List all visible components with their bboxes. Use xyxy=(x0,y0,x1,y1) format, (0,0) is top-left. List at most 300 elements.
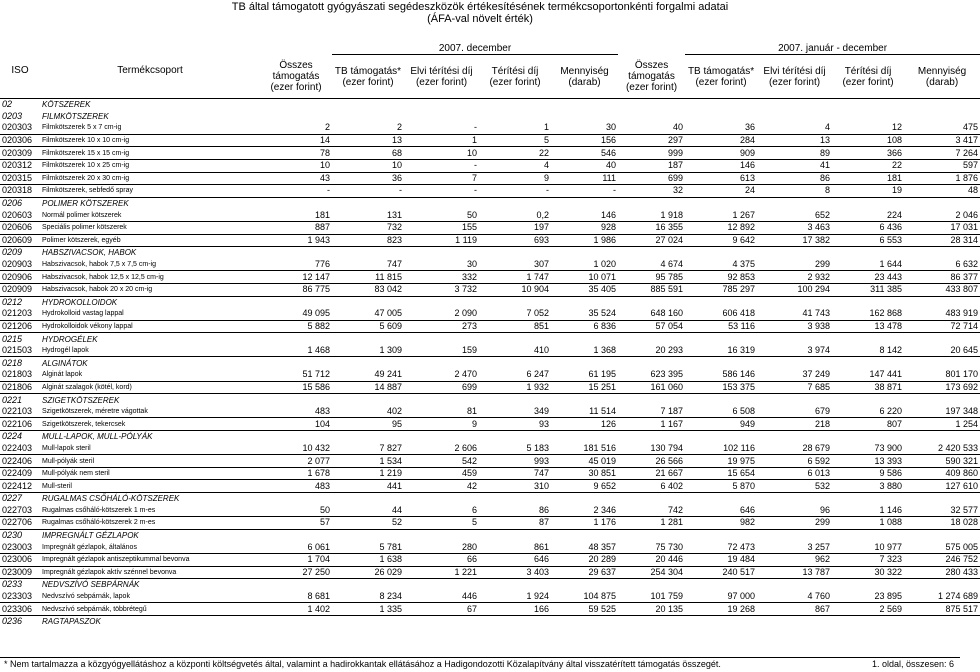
value-cell: 7 827 xyxy=(332,443,404,455)
value-cell: 6 632 xyxy=(904,259,980,271)
value-cell: 785 297 xyxy=(685,283,757,296)
value-cell: 8 142 xyxy=(832,345,904,357)
value-cell: 310 xyxy=(479,480,551,493)
product-name: Filmkötszerek 10 x 10 cm-ig xyxy=(40,134,260,147)
period-december: 2007. december xyxy=(332,43,618,55)
group-name: HYDROKOLLOIDOK xyxy=(42,297,118,307)
value-cell: 648 160 xyxy=(618,308,685,320)
iso-code: 020603 xyxy=(0,209,40,221)
value-cell: 366 xyxy=(832,147,904,160)
iso-code: 0203 xyxy=(2,110,23,121)
value-cell: 885 591 xyxy=(618,283,685,296)
value-cell: 1 368 xyxy=(551,345,618,357)
value-cell: 402 xyxy=(332,406,404,418)
value-cell: 26 029 xyxy=(332,566,404,579)
value-cell: 586 146 xyxy=(685,369,757,381)
value-cell: 50 xyxy=(260,505,332,517)
table-row xyxy=(0,185,980,198)
table-row xyxy=(0,159,980,172)
iso-code: 0212 xyxy=(2,296,23,307)
value-cell: 349 xyxy=(479,406,551,418)
value-cell: 597 xyxy=(904,159,980,172)
value-cell: 2 077 xyxy=(260,455,332,468)
value-cell: 410 xyxy=(479,345,551,357)
value-cell: 126 xyxy=(551,418,618,431)
value-cell: 19 268 xyxy=(685,603,757,616)
value-cell: 49 241 xyxy=(332,369,404,381)
value-cell: 1 678 xyxy=(260,467,332,480)
value-cell: 19 484 xyxy=(685,553,757,566)
iso-code: 020318 xyxy=(0,185,40,198)
value-cell: 159 xyxy=(404,345,479,357)
table-row xyxy=(0,345,980,357)
value-cell: 6 061 xyxy=(260,541,332,553)
iso-code: 020315 xyxy=(0,172,40,185)
value-cell: 623 395 xyxy=(618,369,685,381)
iso-code: 020906 xyxy=(0,271,40,284)
value-cell: 10 071 xyxy=(551,271,618,284)
value-cell: 747 xyxy=(332,259,404,271)
value-cell: 1 xyxy=(404,134,479,147)
group-name: NEDVSZÍVÓ SEBPÁRNÁK xyxy=(42,580,140,590)
report-title: TB által támogatott gyógyászati segédeszközök értékesítésének termékcsoportonkénti forgalmi adatai xyxy=(231,1,729,13)
value-cell: 35 405 xyxy=(551,283,618,296)
value-cell: 1 335 xyxy=(332,603,404,616)
value-cell: 5 xyxy=(404,517,479,530)
table-row xyxy=(0,541,980,553)
value-cell: 9 xyxy=(404,418,479,431)
value-cell: 26 566 xyxy=(618,455,685,468)
value-cell: 52 xyxy=(332,517,404,530)
table-row xyxy=(0,283,980,296)
value-cell: 17 382 xyxy=(757,234,832,247)
value-cell: 1 088 xyxy=(832,517,904,530)
value-cell: 23 895 xyxy=(832,591,904,603)
value-cell: 7 685 xyxy=(757,381,832,394)
iso-code: 021803 xyxy=(0,369,40,381)
value-cell: 1 254 xyxy=(904,418,980,431)
value-cell: 475 xyxy=(904,122,980,134)
value-cell: 1 534 xyxy=(332,455,404,468)
value-cell: 2 470 xyxy=(404,369,479,381)
product-name: Mull-steril xyxy=(40,480,260,493)
value-cell: 3 403 xyxy=(479,566,551,579)
table-row xyxy=(0,147,980,160)
iso-code: 023006 xyxy=(0,553,40,566)
value-cell: 652 xyxy=(757,209,832,221)
table-row xyxy=(0,381,980,394)
value-cell: 108 xyxy=(832,134,904,147)
value-cell: 1 468 xyxy=(260,345,332,357)
page-number: 1. oldal, összesen: 6 xyxy=(871,659,954,669)
value-cell: 30 xyxy=(404,259,479,271)
value-cell: 48 357 xyxy=(551,541,618,553)
value-cell: 311 385 xyxy=(832,283,904,296)
value-cell: 823 xyxy=(332,234,404,247)
value-cell: 16 319 xyxy=(685,345,757,357)
value-cell: 27 250 xyxy=(260,566,332,579)
value-cell: - xyxy=(332,185,404,198)
value-cell: 89 xyxy=(757,147,832,160)
value-cell: 1 402 xyxy=(260,603,332,616)
value-cell: 299 xyxy=(757,517,832,530)
value-cell: 5 183 xyxy=(479,443,551,455)
value-cell: 590 321 xyxy=(904,455,980,468)
value-cell: 3 938 xyxy=(757,320,832,333)
group-row xyxy=(0,431,980,443)
table-row xyxy=(0,467,980,480)
product-name: Mull-lapok steril xyxy=(40,443,260,455)
table-row xyxy=(0,172,980,185)
group-row xyxy=(0,296,980,308)
value-cell: 35 524 xyxy=(551,308,618,320)
value-cell: 48 xyxy=(904,185,980,198)
value-cell: 3 974 xyxy=(757,345,832,357)
value-cell: 693 xyxy=(479,234,551,247)
value-cell: 17 031 xyxy=(904,221,980,234)
value-cell: 8 234 xyxy=(332,591,404,603)
value-cell: 6 592 xyxy=(757,455,832,468)
iso-code: 023009 xyxy=(0,566,40,579)
value-cell: 6 508 xyxy=(685,406,757,418)
footnote: * Nem tartalmazza a közgyógyellátáshoz a központi költségvetés által, valamint a hadirokkantak ellátásához a Hadigondozotti Közalapítvány által visszatérített támogatás összegét. xyxy=(4,659,721,669)
col-header-p1-2: Elvi térítési díj (ezer forint) xyxy=(404,55,479,99)
iso-code: 020303 xyxy=(0,122,40,134)
value-cell: 101 759 xyxy=(618,591,685,603)
value-cell: 982 xyxy=(685,517,757,530)
value-cell: 181 xyxy=(832,172,904,185)
table-row xyxy=(0,234,980,247)
value-cell: 7 264 xyxy=(904,147,980,160)
value-cell: 50 xyxy=(404,209,479,221)
value-cell: 13 xyxy=(757,134,832,147)
value-cell: 8 xyxy=(757,185,832,198)
value-cell: 43 xyxy=(260,172,332,185)
value-cell: 197 xyxy=(479,221,551,234)
value-cell: 299 xyxy=(757,259,832,271)
iso-code: 0236 xyxy=(2,616,23,627)
value-cell: 2 606 xyxy=(404,443,479,455)
value-cell: 606 418 xyxy=(685,308,757,320)
table-row xyxy=(0,320,980,333)
value-cell: 20 289 xyxy=(551,553,618,566)
product-name: Filmkötszerek 15 x 15 cm-ig xyxy=(40,147,260,160)
value-cell: 40 xyxy=(618,122,685,134)
value-cell: 15 251 xyxy=(551,381,618,394)
iso-code: 022103 xyxy=(0,406,40,418)
value-cell: 13 787 xyxy=(757,566,832,579)
value-cell: - xyxy=(404,122,479,134)
value-cell: 483 xyxy=(260,406,332,418)
value-cell: 13 xyxy=(332,134,404,147)
value-cell: 4 760 xyxy=(757,591,832,603)
value-cell: 27 024 xyxy=(618,234,685,247)
value-cell: 173 692 xyxy=(904,381,980,394)
product-name: Nedvszívó sebpárnák, többrétegű xyxy=(40,603,260,616)
value-cell: 742 xyxy=(618,505,685,517)
value-cell: 81 xyxy=(404,406,479,418)
group-name: IMPREGNÁLT GÉZLAPOK xyxy=(42,531,139,541)
value-cell: 1 876 xyxy=(904,172,980,185)
value-cell: 19 975 xyxy=(685,455,757,468)
value-cell: 9 xyxy=(479,172,551,185)
value-cell: 37 249 xyxy=(757,369,832,381)
value-cell: 542 xyxy=(404,455,479,468)
table-row xyxy=(0,517,980,530)
value-cell: 95 785 xyxy=(618,271,685,284)
value-cell: 3 732 xyxy=(404,283,479,296)
value-cell: 86 xyxy=(479,505,551,517)
value-cell: 887 xyxy=(260,221,332,234)
group-row xyxy=(0,529,980,541)
value-cell: 4 xyxy=(757,122,832,134)
product-name: Alginát szalagok (kötél, kord) xyxy=(40,381,260,394)
iso-code: 0233 xyxy=(2,579,23,590)
value-cell: 441 xyxy=(332,480,404,493)
iso-code: 0221 xyxy=(2,394,23,405)
value-cell: 20 645 xyxy=(904,345,980,357)
value-cell: 1 274 689 xyxy=(904,591,980,603)
value-cell: 12 892 xyxy=(685,221,757,234)
value-cell: 86 775 xyxy=(260,283,332,296)
value-cell: 57 054 xyxy=(618,320,685,333)
col-header-p1-3: Térítési díj (ezer forint) xyxy=(479,55,551,99)
iso-code: 0224 xyxy=(2,431,23,442)
table-row xyxy=(0,134,980,147)
sales-table xyxy=(0,43,980,628)
value-cell: 57 xyxy=(260,517,332,530)
value-cell: 273 xyxy=(404,320,479,333)
group-name: MULL-LAPOK, MULL-PÓLYÁK xyxy=(42,432,153,442)
value-cell: 61 195 xyxy=(551,369,618,381)
value-cell: 5 609 xyxy=(332,320,404,333)
iso-code: 020309 xyxy=(0,147,40,160)
value-cell: 72 473 xyxy=(685,541,757,553)
value-cell: 6 247 xyxy=(479,369,551,381)
value-cell: 68 xyxy=(332,147,404,160)
value-cell: 8 681 xyxy=(260,591,332,603)
value-cell: 646 xyxy=(479,553,551,566)
value-cell: 1 119 xyxy=(404,234,479,247)
value-cell: 42 xyxy=(404,480,479,493)
table-row xyxy=(0,455,980,468)
value-cell: 1 176 xyxy=(551,517,618,530)
value-cell: 187 xyxy=(618,159,685,172)
value-cell: 3 463 xyxy=(757,221,832,234)
product-name: Impregnált gézlapok aktív szénnel bevonva xyxy=(40,566,260,579)
value-cell: 13 478 xyxy=(832,320,904,333)
group-name: POLIMER KÖTSZEREK xyxy=(42,199,129,209)
product-name: Mull-pólyák steril xyxy=(40,455,260,468)
value-cell: 111 xyxy=(551,172,618,185)
value-cell: 161 060 xyxy=(618,381,685,394)
iso-code: 022406 xyxy=(0,455,40,468)
value-cell: 147 441 xyxy=(832,369,904,381)
value-cell: 5 781 xyxy=(332,541,404,553)
value-cell: 747 xyxy=(479,467,551,480)
product-name: Rugalmas csőháló-kötszerek 2 m-es xyxy=(40,517,260,530)
value-cell: 45 019 xyxy=(551,455,618,468)
iso-code: 020312 xyxy=(0,159,40,172)
value-cell: 928 xyxy=(551,221,618,234)
group-name: FILMKÖTSZEREK xyxy=(42,111,109,121)
value-cell: 87 xyxy=(479,517,551,530)
value-cell: 1 704 xyxy=(260,553,332,566)
product-name: Szigetkötszerek, méretre vágottak xyxy=(40,406,260,418)
value-cell: 21 667 xyxy=(618,467,685,480)
col-product-group: Termékcsoport xyxy=(40,43,260,99)
product-name: Polimer kötszerek, egyéb xyxy=(40,234,260,247)
value-cell: 75 730 xyxy=(618,541,685,553)
value-cell: 2 xyxy=(332,122,404,134)
value-cell: 40 xyxy=(551,159,618,172)
value-cell: 130 794 xyxy=(618,443,685,455)
value-cell: 254 304 xyxy=(618,566,685,579)
value-cell: 246 752 xyxy=(904,553,980,566)
value-cell: 2 932 xyxy=(757,271,832,284)
value-cell: 29 637 xyxy=(551,566,618,579)
table-row xyxy=(0,308,980,320)
table-row xyxy=(0,259,980,271)
iso-code: 020306 xyxy=(0,134,40,147)
value-cell: 66 xyxy=(404,553,479,566)
value-cell: - xyxy=(404,185,479,198)
value-cell: 20 135 xyxy=(618,603,685,616)
value-cell: 10 xyxy=(404,147,479,160)
value-cell: 100 294 xyxy=(757,283,832,296)
value-cell: 3 880 xyxy=(832,480,904,493)
value-cell: 284 xyxy=(685,134,757,147)
value-cell: 2 xyxy=(260,122,332,134)
value-cell: 38 871 xyxy=(832,381,904,394)
value-cell: 867 xyxy=(757,603,832,616)
value-cell: 127 610 xyxy=(904,480,980,493)
value-cell: 16 355 xyxy=(618,221,685,234)
group-row xyxy=(0,111,980,123)
value-cell: 1 918 xyxy=(618,209,685,221)
product-name: Rugalmas csőháló-kötszerek 1 m-es xyxy=(40,505,260,517)
product-name: Habszivacsok, habok 20 x 20 cm-ig xyxy=(40,283,260,296)
value-cell: 131 xyxy=(332,209,404,221)
value-cell: 18 028 xyxy=(904,517,980,530)
value-cell: 2 046 xyxy=(904,209,980,221)
value-cell: 3 417 xyxy=(904,134,980,147)
product-name: Filmkötszerek 10 x 25 cm-ig xyxy=(40,159,260,172)
product-name: Alginát lapok xyxy=(40,369,260,381)
value-cell: 646 xyxy=(685,505,757,517)
iso-code: 021203 xyxy=(0,308,40,320)
value-cell: 15 586 xyxy=(260,381,332,394)
group-row xyxy=(0,493,980,505)
table-row xyxy=(0,591,980,603)
iso-code: 020903 xyxy=(0,259,40,271)
value-cell: 12 147 xyxy=(260,271,332,284)
value-cell: 32 xyxy=(618,185,685,198)
product-name: Impregnált gézlapok antiszeptikummal bevonva xyxy=(40,553,260,566)
value-cell: 30 851 xyxy=(551,467,618,480)
value-cell: 1 747 xyxy=(479,271,551,284)
col-header-p2-0: Összes támogatás (ezer forint) xyxy=(618,55,685,99)
value-cell: 67 xyxy=(404,603,479,616)
product-name: Filmkötszerek 5 x 7 cm-ig xyxy=(40,122,260,134)
value-cell: 20 293 xyxy=(618,345,685,357)
value-cell: 6 220 xyxy=(832,406,904,418)
value-cell: 11 815 xyxy=(332,271,404,284)
value-cell: 1 986 xyxy=(551,234,618,247)
value-cell: 9 586 xyxy=(832,467,904,480)
iso-code: 0206 xyxy=(2,198,23,209)
value-cell: 153 375 xyxy=(685,381,757,394)
table-row xyxy=(0,603,980,616)
col-header-p1-0: Összes támogatás (ezer forint) xyxy=(260,55,332,99)
value-cell: 96 xyxy=(757,505,832,517)
value-cell: 909 xyxy=(685,147,757,160)
value-cell: 1 167 xyxy=(618,418,685,431)
value-cell: 0,2 xyxy=(479,209,551,221)
value-cell: 3 257 xyxy=(757,541,832,553)
col-header-p2-3: Térítési díj (ezer forint) xyxy=(832,55,904,99)
value-cell: 2 420 533 xyxy=(904,443,980,455)
col-header-p2-1: TB támogatás* (ezer forint) xyxy=(685,55,757,99)
value-cell: 1 267 xyxy=(685,209,757,221)
value-cell: 86 xyxy=(757,172,832,185)
value-cell: 181 516 xyxy=(551,443,618,455)
iso-code: 023303 xyxy=(0,591,40,603)
value-cell: 7 323 xyxy=(832,553,904,566)
iso-code: 021503 xyxy=(0,345,40,357)
value-cell: 11 514 xyxy=(551,406,618,418)
iso-code: 022106 xyxy=(0,418,40,431)
report-subtitle: (ÁFA-val növelt érték) xyxy=(427,13,533,25)
product-name: Nedvszívó sebpárnák, lapok xyxy=(40,591,260,603)
value-cell: - xyxy=(551,185,618,198)
value-cell: 15 654 xyxy=(685,467,757,480)
group-name: HYDROGÉLEK xyxy=(42,334,98,344)
value-cell: 5 870 xyxy=(685,480,757,493)
value-cell: 7 187 xyxy=(618,406,685,418)
value-cell: 93 xyxy=(479,418,551,431)
value-cell: 240 517 xyxy=(685,566,757,579)
value-cell: 1 644 xyxy=(832,259,904,271)
value-cell: 801 170 xyxy=(904,369,980,381)
value-cell: 41 xyxy=(757,159,832,172)
iso-code: 021206 xyxy=(0,320,40,333)
value-cell: 20 446 xyxy=(618,553,685,566)
table-row xyxy=(0,369,980,381)
group-row xyxy=(0,197,980,209)
value-cell: 9 642 xyxy=(685,234,757,247)
value-cell: 949 xyxy=(685,418,757,431)
product-name: Habszivacsok, habok 7,5 x 7,5 cm-ig xyxy=(40,259,260,271)
col-header-p1-4: Mennyiség (darab) xyxy=(551,55,618,99)
value-cell: 5 882 xyxy=(260,320,332,333)
value-cell: 546 xyxy=(551,147,618,160)
product-name: Mull-pólyák nem steril xyxy=(40,467,260,480)
group-name: HABSZIVACSOK, HABOK xyxy=(42,248,137,258)
value-cell: 44 xyxy=(332,505,404,517)
value-cell: - xyxy=(260,185,332,198)
product-name: Filmkötszerek, sebfedő spray xyxy=(40,185,260,198)
value-cell: - xyxy=(479,185,551,198)
value-cell: 851 xyxy=(479,320,551,333)
value-cell: 4 674 xyxy=(618,259,685,271)
iso-code: 023306 xyxy=(0,603,40,616)
value-cell: 224 xyxy=(832,209,904,221)
table-row xyxy=(0,209,980,221)
product-name: Szigetkötszerek, tekercsek xyxy=(40,418,260,431)
value-cell: 102 116 xyxy=(685,443,757,455)
table-row xyxy=(0,418,980,431)
